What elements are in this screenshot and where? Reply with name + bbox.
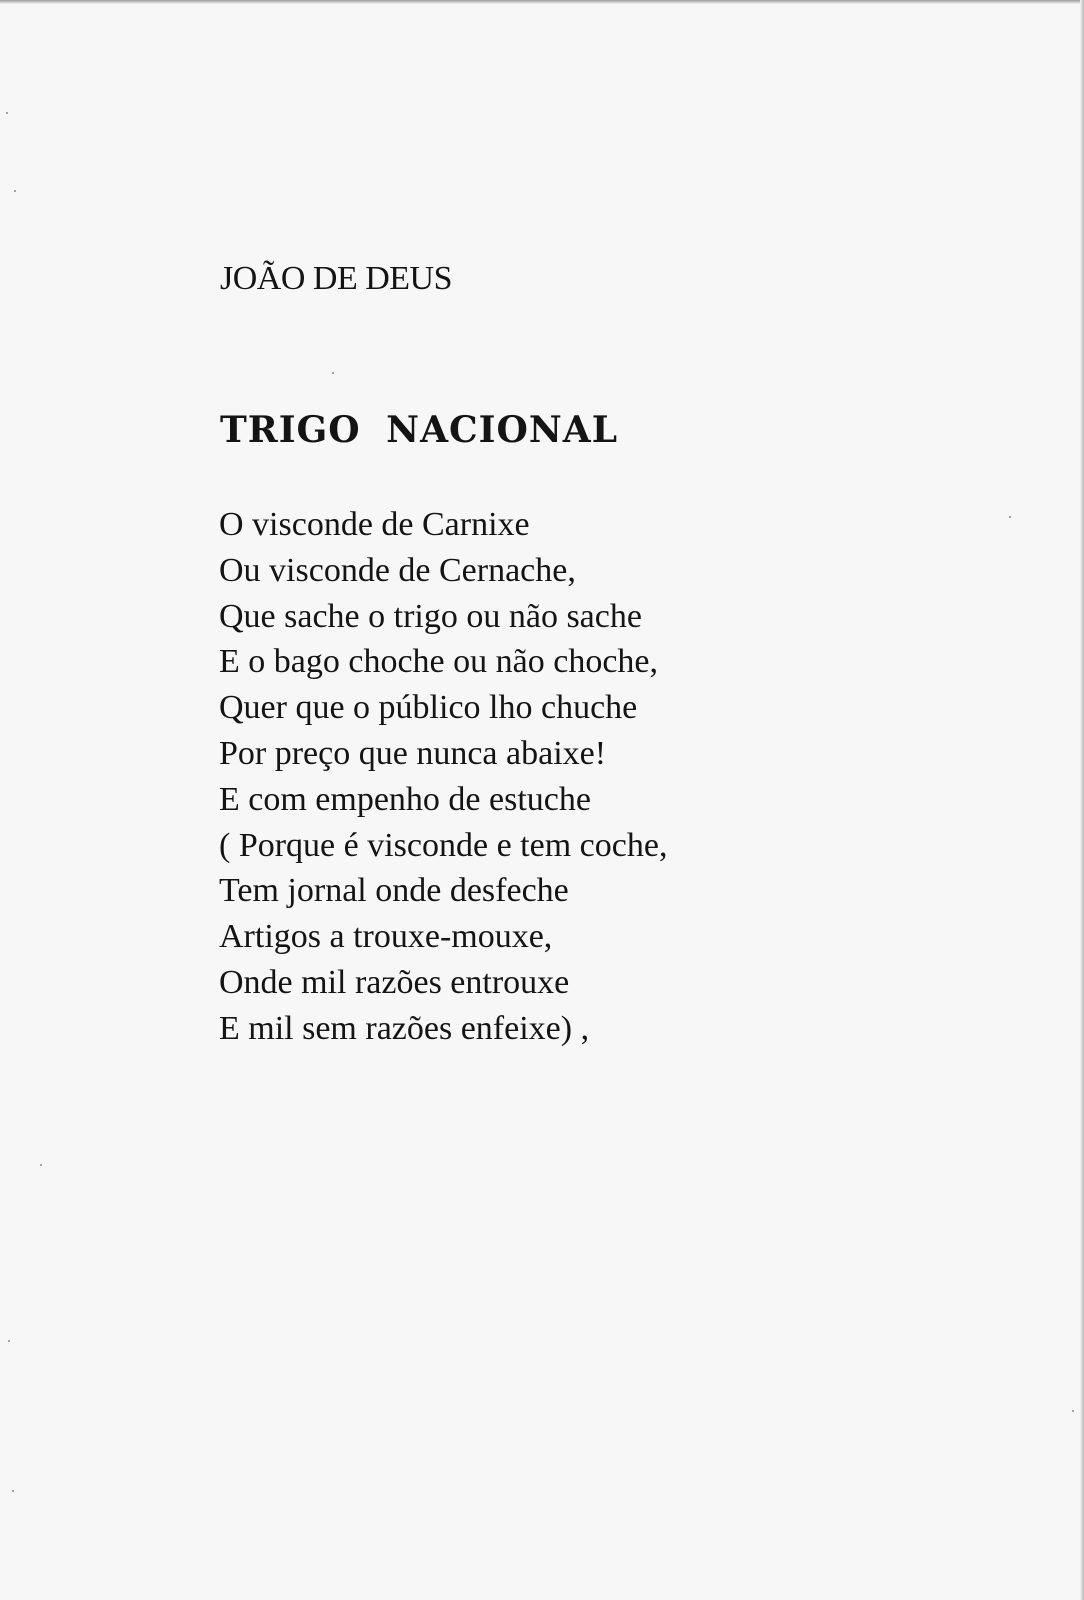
poem-verse: Ou visconde de Cernache, xyxy=(219,551,576,589)
poem-verse: Artigos a trouxe-mouxe, xyxy=(219,918,553,956)
page-top-edge xyxy=(0,0,1084,4)
poem-verse: E mil sem razões enfeixe) , xyxy=(219,1009,590,1047)
scan-speck xyxy=(12,1490,14,1492)
poem-verse: ( Porque é visconde e tem coche, xyxy=(219,826,668,864)
poem-verse: Quer que o público lho chuche xyxy=(219,689,638,727)
poem-verse: O visconde de Carnixe xyxy=(219,506,530,543)
scan-speck xyxy=(1009,516,1011,518)
scan-speck xyxy=(40,1164,42,1166)
poem-verse: Que sache o trigo ou não sache xyxy=(219,597,642,635)
scan-speck xyxy=(6,112,8,114)
scan-speck xyxy=(332,372,334,374)
poem-body xyxy=(219,502,667,1052)
poem-verse: E com empenho de estuche xyxy=(219,780,591,818)
poem-title: TRIGO NACIONAL xyxy=(220,409,619,451)
scan-speck xyxy=(8,1340,10,1342)
poem-verse: Tem jornal onde desfeche xyxy=(219,872,569,910)
page-right-edge xyxy=(1080,0,1084,1600)
scan-speck xyxy=(14,190,16,192)
poem-verse: Onde mil razões entrouxe xyxy=(219,963,570,1001)
scan-speck xyxy=(1072,1410,1074,1412)
poem-verse: E o bago choche ou não choche, xyxy=(219,643,658,681)
author-name: JOÃO DE DEUS xyxy=(220,260,452,297)
poem-verse: Por preço que nunca abaixe! xyxy=(219,734,607,772)
